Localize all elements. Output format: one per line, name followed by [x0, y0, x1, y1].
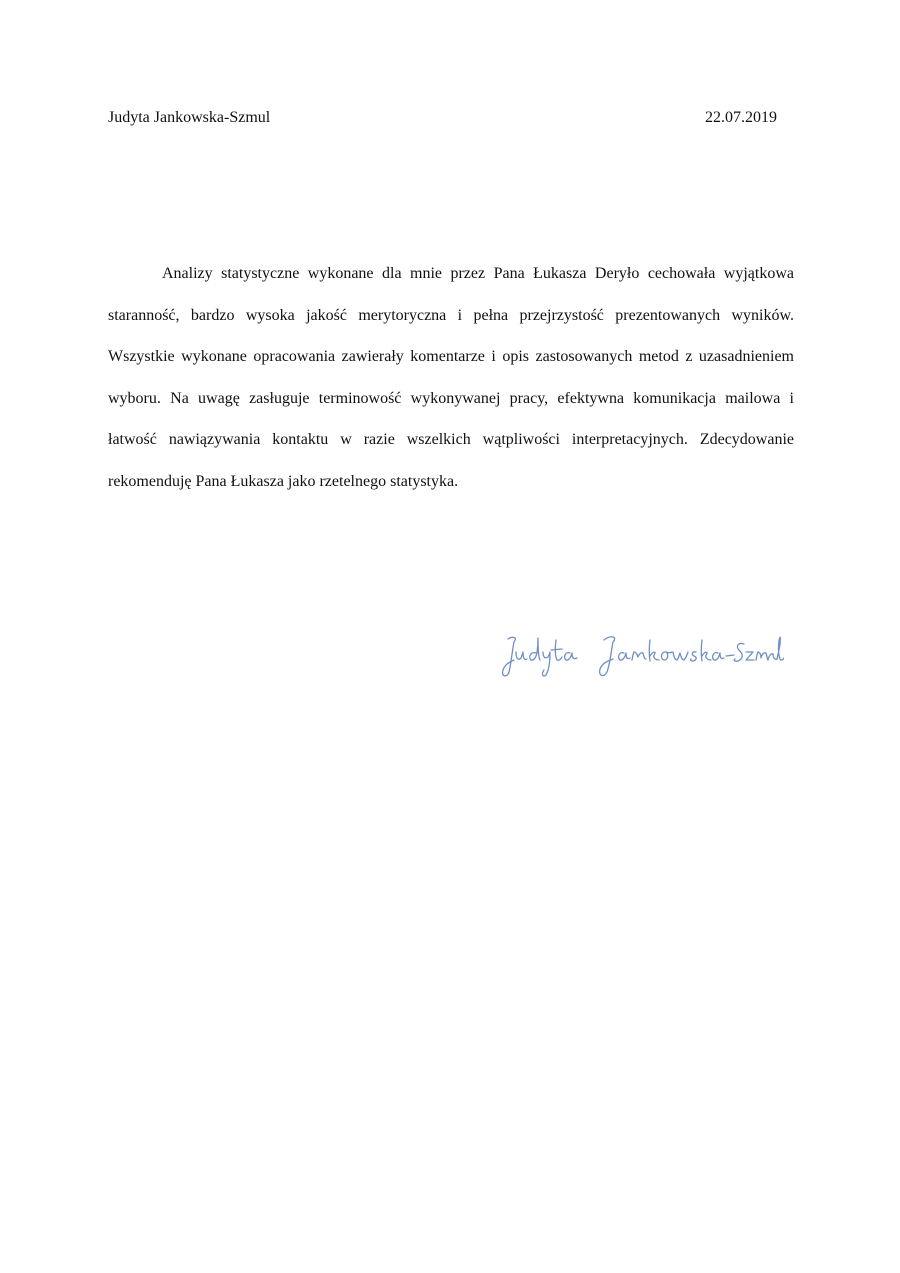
- recommendation-text: Analizy statystyczne wykonane dla mnie przez Pana Łukasza Deryło cechowała wyjątkowa staranność, bardzo wysoka jakość merytoryczna i pełna przejrzystość prezentowanych wyników. Wszystkie wykonane opracowania zawierały komentarze i opis zastosowanych metod z uzasadnieniem wyboru. Na uwagę zasługuje terminowość wykonywanej pracy, efektywna komunikacja mailowa i łatwość nawiązywania kontaktu w razie wszelkich wątpliwości interpretacyjnych. Zdecydowanie rekomenduję Pana Łukasza jako rzetelnego statystyka.: [108, 265, 794, 490]
- letter-date: 22.07.2019: [705, 109, 777, 126]
- signature-image: [494, 630, 784, 682]
- author-name: Judyta Jankowska-Szmul: [108, 109, 271, 126]
- handwritten-signature: [494, 630, 784, 682]
